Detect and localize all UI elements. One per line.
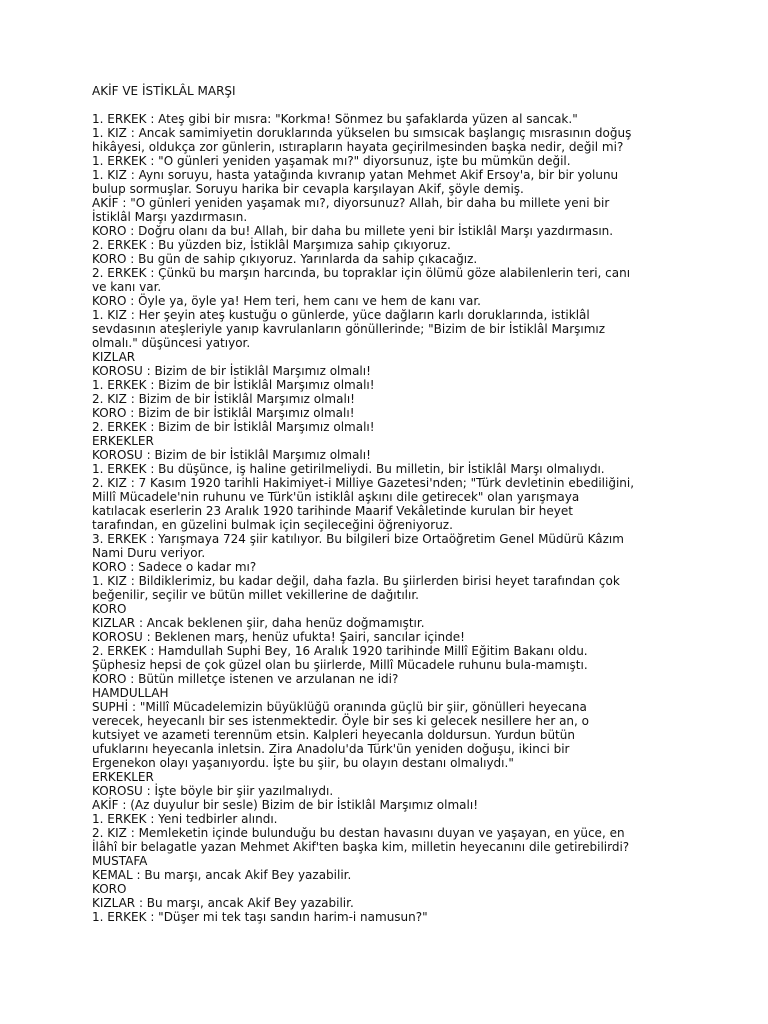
text-line: KORO : Sadece o kadar mı? — [92, 560, 257, 574]
text-line: 1. KIZ : Bildiklerimiz, bu kadar değil, daha fazla. Bu şiirlerden birisi heyet tarafından çok — [92, 574, 620, 588]
text-line: ERKEKLER — [92, 434, 154, 448]
text-line: KORO : Bizim de bir İstiklâl Marşımız olmalı! — [92, 406, 355, 420]
text-line: KOROSU : İşte böyle bir şiir yazılmalıydı. — [92, 784, 334, 798]
text-line: MUSTAFA — [92, 854, 148, 868]
text-line: AKİF : (Az duyulur bir sesle) Bizim de bir İstiklâl Marşımız olmalı! — [92, 798, 479, 812]
text-line: KORO : Doğru olanı da bu! Allah, bir daha bu millete yeni bir İstiklâl Marşı yazdırmasın. — [92, 224, 614, 238]
text-line: 2. ERKEK : Bu yüzden biz, İstiklâl Marşımıza sahip çıkıyoruz. — [92, 238, 451, 252]
text-line: KOROSU : Beklenen marş, henüz ufukta! Şairi, sancılar içinde! — [92, 630, 465, 644]
document-page — [92, 84, 758, 924]
text-line: bulup sormuşlar. Soruyu harika bir cevapla karşılayan Akif, şöyle demiş. — [92, 182, 524, 196]
text-line: Nami Duru veriyor. — [92, 546, 206, 560]
text-line: Millî Mücadele'nin ruhunu ve Türk'ün istiklâl aşkını dile getirecek" olan yarışmaya — [92, 490, 580, 504]
text-line: katılacak eserlerin 23 Aralık 1920 tarihinde Maarif Vekâletinde kurulan bir heyet — [92, 504, 573, 518]
text-line: ve kanı var. — [92, 280, 162, 294]
text-line: 1. ERKEK : Bizim de bir İstiklâl Marşımız olmalı! — [92, 378, 375, 392]
text-line: tarafından, en güzelini bulmak için seçileceğini öğreniyoruz. — [92, 518, 453, 532]
text-line: hikâyesi, oldukça zor günlerin, ıstırapların hayata geçirilmesinden başka nedir, değil mi? — [92, 140, 624, 154]
text-line: 3. ERKEK : Yarışmaya 724 şiir katılıyor. Bu bilgileri bize Ortaöğretim Genel Müdürü Kâzım — [92, 532, 624, 546]
text-line: HAMDULLAH — [92, 686, 169, 700]
text-line: KORO — [92, 602, 127, 616]
text-line: KORO — [92, 882, 127, 896]
text-line: Ergenekon olayı yaşanıyordu. İşte bu şiir, bu olayın destanı olmalıydı." — [92, 756, 514, 770]
text-line: AKİF : "O günleri yeniden yaşamak mı?, diyorsunuz? Allah, bir daha bu millete yeni bir — [92, 196, 610, 210]
text-line: İstiklâl Marşı yazdırmasın. — [92, 210, 248, 224]
text-line: 1. ERKEK : "O günleri yeniden yaşamak mı?" diyorsunuz, işte bu mümkün değil. — [92, 154, 571, 168]
text-line: KIZLAR : Bu marşı, ancak Akif Bey yazabilir. — [92, 896, 354, 910]
text-line: 2. ERKEK : Hamdullah Suphi Bey, 16 Aralık 1920 tarihinde Millî Eğitim Bakanı oldu. — [92, 644, 588, 658]
document-title: AKİF VE İSTİKLÂL MARŞI — [92, 84, 236, 98]
text-line: KOROSU : Bizim de bir İstiklâl Marşımız olmalı! — [92, 448, 371, 462]
text-line: İlâhî bir belagatle yazan Mehmet Akif'ten başka kim, milletin heyecanını dile getirebilirdi? — [92, 840, 630, 854]
text-line: olmalı." düşüncesi yatıyor. — [92, 336, 251, 350]
text-line: verecek, heyecanlı bir ses istenmektedir. Öyle bir ses ki gelecek nesillere her an, o — [92, 714, 590, 728]
text-line: KIZLAR : Ancak beklenen şiir, daha henüz doğmamıştır. — [92, 616, 425, 630]
text-line: sevdasının ateşleriyle yanıp kavrulanların gönüllerinde; "Bizim de bir İstiklâl Marşımız — [92, 322, 606, 336]
document-body — [92, 112, 758, 924]
text-line: KOROSU : Bizim de bir İstiklâl Marşımız olmalı! — [92, 364, 371, 378]
text-line: 1. ERKEK : Ateş gibi bir mısra: "Korkma! Sönmez bu şafaklarda yüzen al sancak." — [92, 112, 578, 126]
text-line: KEMAL : Bu marşı, ancak Akif Bey yazabilir. — [92, 868, 352, 882]
text-line: 2. ERKEK : Çünkü bu marşın harcında, bu topraklar için ölümü göze alabilenlerin teri, canı — [92, 266, 631, 280]
text-line: 1. KIZ : Her şeyin ateş kustuğu o günlerde, yüce dağların karlı doruklarında, istiklâl — [92, 308, 590, 322]
text-line: SUPHİ : "Millî Mücadelemizin büyüklüğü oranında güçlü bir şiir, gönülleri heyecana — [92, 700, 587, 714]
text-line: beğenilir, seçilir ve bütün millet vekillerine de dağıtılır. — [92, 588, 419, 602]
text-line: 2. KIZ : Bizim de bir İstiklâl Marşımız olmalı! — [92, 392, 355, 406]
text-line: ufuklarını heyecanla inletsin. Zira Anadolu'da Türk'ün yeniden doğuşu, ikinci bir — [92, 742, 570, 756]
text-line: KORO : Bu gün de sahip çıkıyoruz. Yarınlarda da sahip çıkacağız. — [92, 252, 478, 266]
text-line: 1. KIZ : Ancak samimiyetin doruklarında yükselen bu sımsıcak başlangıç mısrasının doğuş — [92, 126, 632, 140]
text-line: KORO : Bütün milletçe istenen ve arzulanan ne idi? — [92, 672, 399, 686]
text-line: 1. ERKEK : "Düşer mi tek taşı sandın harim-i namusun?" — [92, 910, 428, 924]
text-line: Şüphesiz hepsi de çok güzel olan bu şiirlerde, Millî Mücadele ruhunu bula-mamıştı. — [92, 658, 588, 672]
text-line: ERKEKLER — [92, 770, 154, 784]
text-line: 1. ERKEK : Yeni tedbirler alındı. — [92, 812, 278, 826]
text-line: 2. KIZ : 7 Kasım 1920 tarihli Hakimiyet-i Milliye Gazetesi'nden; "Türk devletinin ebediliğini, — [92, 476, 635, 490]
text-line: 2. KIZ : Memleketin içinde bulunduğu bu destan havasını duyan ve yaşayan, en yüce, en — [92, 826, 625, 840]
text-line: KIZLAR — [92, 350, 136, 364]
text-line: 1. ERKEK : Bu düşünce, iş haline getirilmeliydi. Bu milletin, bir İstiklâl Marşı olmalıydı. — [92, 462, 605, 476]
text-line: KORO : Öyle ya, öyle ya! Hem teri, hem canı ve hem de kanı var. — [92, 294, 481, 308]
text-line: 2. ERKEK : Bizim de bir İstiklâl Marşımız olmalı! — [92, 420, 375, 434]
text-line: kutsiyet ve azameti terennüm etsin. Kalpleri heyecanla doldursun. Yurdun bütün — [92, 728, 575, 742]
text-line: 1. KIZ : Aynı soruyu, hasta yatağında kıvranıp yatan Mehmet Akif Ersoy'a, bir bir yolunu — [92, 168, 619, 182]
